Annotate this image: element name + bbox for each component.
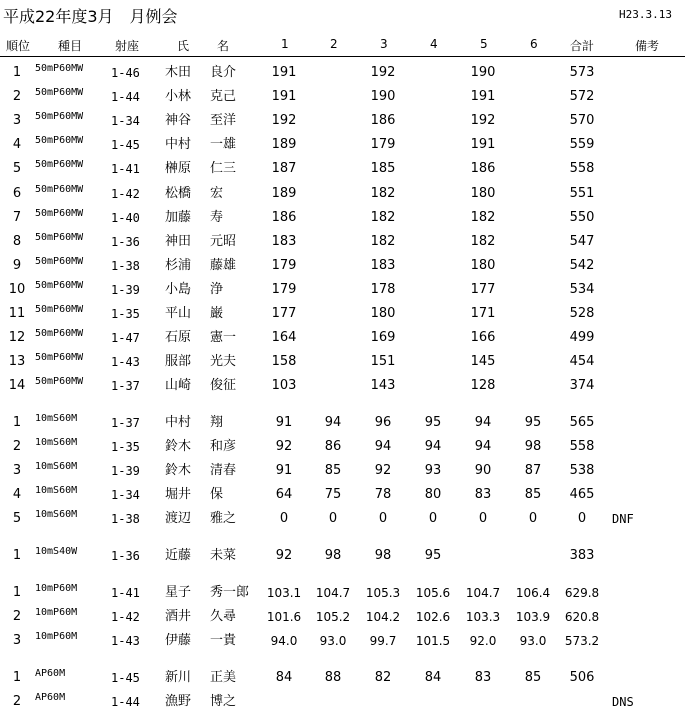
series-1-score: 192 [271,113,297,129]
category-cell: AP60M [35,668,66,679]
series-1-score: 191 [271,65,297,80]
category-cell: 10mP60M [35,583,78,594]
series-5-score: 171 [470,306,496,321]
series-5-score: 94 [474,415,492,430]
series-5-score: 192 [470,113,496,129]
family-name-cell: 星子 [165,585,192,600]
series-1-score: 179 [271,257,297,273]
result-row [0,604,685,628]
series-4-score: 101.5 [415,634,451,649]
series-1-score: 94.0 [270,634,298,649]
lane-cell: 1-37 [111,379,140,394]
series-4-score: 80 [424,487,442,503]
series-1-score: 158 [271,354,297,370]
lane-cell: 1-35 [111,307,140,321]
result-row [0,301,685,325]
category-cell: 50mP60MW [35,183,84,195]
series-5-score: 94 [474,439,492,455]
rank-cell: 12 [8,330,26,346]
rank-cell: 3 [12,633,22,649]
total-score: 570 [569,113,595,129]
result-row [0,181,685,205]
series-3-score: 151 [370,354,396,370]
family-name-cell: 平山 [165,306,192,321]
rank-cell: 2 [12,439,22,455]
series-3-score: 0 [378,511,388,527]
result-row [0,325,685,349]
series-3-score: 192 [370,65,396,80]
series-5-score: 0 [478,511,488,527]
category-cell: 50mP60MW [35,231,84,243]
family-name-cell: 神谷 [165,113,192,129]
series-5-score: 92.0 [469,634,497,649]
lane-cell: 1-42 [111,610,140,625]
total-score: 558 [569,161,595,177]
category-cell: 10mS60M [35,485,78,497]
series-2-score: 88 [324,670,342,685]
header-s1: 1 [281,37,289,51]
series-5-score: 83 [474,670,492,685]
category-cell: AP60M [35,692,66,704]
header-s3: 3 [380,37,388,51]
category-cell: 50mP60MW [35,328,84,340]
series-6-score: 98 [524,439,542,455]
header-note: 備考 [635,39,660,53]
series-3-score: 182 [370,185,396,201]
series-3-score: 94 [374,439,392,455]
series-1-score: 189 [271,137,297,153]
result-row [0,580,685,604]
category-cell: 10mP60M [35,607,78,619]
series-6-score: 87 [524,463,542,479]
given-name-cell: 保 [210,487,224,503]
given-name-cell: 一貴 [210,633,237,649]
series-4-score: 94 [424,439,442,455]
series-3-score: 143 [370,378,396,394]
series-5-score: 177 [470,281,496,297]
given-name-cell: 秀一郎 [210,585,250,600]
series-4-score: 105.6 [415,586,451,600]
series-5-score: 180 [470,185,496,201]
lane-cell: 1-46 [111,66,140,80]
lane-cell: 1-45 [111,671,140,685]
category-cell: 50mP60MW [35,352,84,364]
series-5-score: 103.3 [465,610,501,625]
series-6-score: 0 [528,511,538,527]
series-1-score: 183 [271,233,297,249]
lane-cell: 1-43 [111,355,140,370]
family-name-cell: 小林 [165,89,192,105]
family-name-cell: 伊藤 [165,633,192,649]
series-3-score: 96 [374,415,392,430]
total-score: 0 [577,511,587,527]
lane-cell: 1-36 [111,549,140,563]
series-3-score: 190 [370,89,396,105]
result-row [0,482,685,506]
header-total: 合計 [570,39,595,53]
result-row [0,665,685,689]
series-5-score: 190 [470,65,496,80]
given-name-cell: 博之 [210,694,237,710]
series-3-score: 82 [374,670,392,685]
given-name-cell: 克己 [210,89,237,105]
lane-cell: 1-36 [111,234,140,249]
result-row [0,373,685,397]
given-name-cell: 寿 [210,209,224,225]
lane-cell: 1-40 [111,210,140,225]
family-name-cell: 山崎 [165,378,192,394]
series-2-score: 86 [324,439,342,455]
series-3-score: 104.2 [365,610,401,625]
total-score: 374 [569,378,595,394]
header-s4: 4 [430,37,438,51]
family-name-cell: 渡辺 [165,511,192,527]
series-1-score: 191 [271,89,297,105]
result-row [0,84,685,108]
given-name-cell: 元昭 [210,233,237,249]
series-3-score: 180 [370,306,396,321]
lane-cell: 1-41 [111,162,140,177]
series-1-score: 92 [275,548,293,563]
total-score: 542 [569,257,595,273]
series-5-score: 166 [470,330,496,346]
total-score: 538 [569,463,595,479]
lane-cell: 1-43 [111,634,140,649]
category-cell: 50mP60MW [35,376,84,388]
rank-cell: 1 [12,548,22,563]
family-name-cell: 近藤 [165,548,192,563]
given-name-cell: 清春 [210,463,237,479]
result-row [0,628,685,652]
result-row [0,458,685,482]
series-5-score: 191 [470,89,496,105]
given-name-cell: 雅之 [210,511,237,527]
series-3-score: 178 [370,281,396,297]
lane-cell: 1-38 [111,258,140,273]
lane-cell: 1-38 [111,512,140,527]
family-name-cell: 木田 [165,65,192,80]
total-score: 551 [569,185,595,201]
page-title: 平成22年度3月 月例会 [3,7,178,26]
series-3-score: 179 [370,137,396,153]
category-cell: 10mS60M [35,437,78,449]
series-4-score: 0 [428,511,438,527]
series-2-score: 104.7 [315,586,351,600]
family-name-cell: 漁野 [165,694,192,710]
given-name-cell: 良介 [210,65,237,80]
result-row [0,506,685,530]
total-score: 465 [569,487,595,503]
family-name-cell: 新川 [165,670,192,685]
series-2-score: 93.0 [319,634,347,649]
category-cell: 50mP60MW [35,255,84,267]
lane-cell: 1-47 [111,331,140,346]
rank-cell: 1 [12,415,22,430]
series-6-score: 93.0 [519,634,547,649]
series-1-score: 91 [275,415,293,430]
result-row [0,349,685,373]
series-4-score: 84 [424,670,442,685]
header-s6: 6 [530,37,538,51]
family-name-cell: 榊原 [165,161,192,177]
series-5-score: 128 [470,378,496,394]
lane-cell: 1-34 [111,114,140,129]
result-row [0,410,685,434]
given-name-cell: 俊征 [210,378,237,394]
category-cell: 50mP60MW [35,279,84,291]
series-5-score: 182 [470,233,496,249]
lane-cell: 1-45 [111,138,140,153]
series-5-score: 104.7 [465,586,501,600]
series-3-score: 92 [374,463,392,479]
family-name-cell: 小島 [165,281,192,297]
family-name-cell: 鈴木 [165,439,192,455]
series-4-score: 95 [424,548,442,563]
note-cell: DNS [612,695,634,710]
series-1-score: 103.1 [266,586,302,600]
total-score: 383 [569,548,595,563]
rank-cell: 10 [8,281,26,297]
header-rank: 順位 [6,39,31,53]
total-score: 572 [569,89,595,105]
rank-cell: 6 [12,185,22,201]
given-name-cell: 至洋 [210,113,237,129]
result-row [0,156,685,180]
category-cell: 50mP60MW [35,87,84,99]
header-category: 種目 [58,39,83,53]
lane-cell: 1-39 [111,282,140,297]
category-cell: 10mS40W [35,546,78,557]
result-row [0,434,685,458]
category-cell: 10mS60M [35,413,78,424]
series-1-score: 187 [271,161,297,177]
family-name-cell: 神田 [165,233,192,249]
total-score: 534 [569,281,595,297]
result-row [0,229,685,253]
rank-cell: 8 [12,233,22,249]
lane-cell: 1-44 [111,695,140,710]
series-3-score: 169 [370,330,396,346]
series-1-score: 186 [271,209,297,225]
series-4-score: 93 [424,463,442,479]
family-name-cell: 杉浦 [165,257,192,273]
series-3-score: 78 [374,487,392,503]
series-5-score: 182 [470,209,496,225]
series-6-score: 103.9 [515,610,551,625]
rank-cell: 4 [12,137,22,153]
result-row [0,277,685,301]
result-row [0,253,685,277]
given-name-cell: 宏 [210,185,224,201]
given-name-cell: 巌 [210,306,224,321]
given-name-cell: 藤雄 [210,257,237,273]
series-5-score: 191 [470,137,496,153]
series-5-score: 83 [474,487,492,503]
category-cell: 50mP60MW [35,207,84,219]
series-2-score: 85 [324,463,342,479]
series-3-score: 98 [374,548,392,563]
series-2-score: 0 [328,511,338,527]
category-cell: 10mS60M [35,509,78,521]
total-score: 559 [569,137,595,153]
series-5-score: 145 [470,354,496,370]
total-score: 550 [569,209,595,225]
rank-cell: 1 [12,670,22,685]
given-name-cell: 浄 [210,281,224,297]
total-score: 547 [569,233,595,249]
lane-cell: 1-42 [111,186,140,201]
rank-cell: 4 [12,487,22,503]
lane-cell: 1-39 [111,464,140,479]
series-1-score: 189 [271,185,297,201]
lane-cell: 1-37 [111,416,140,430]
family-name-cell: 中村 [165,137,192,153]
rank-cell: 2 [12,89,22,105]
series-1-score: 103 [271,378,297,394]
rank-cell: 11 [8,306,26,321]
lane-cell: 1-44 [111,90,140,105]
series-2-score: 94 [324,415,342,430]
category-cell: 50mP60MW [35,111,84,123]
total-score: 573.2 [564,634,600,649]
rank-cell: 5 [12,161,22,177]
total-score: 454 [569,354,595,370]
result-row [0,689,685,713]
family-name-cell: 加藤 [165,209,192,225]
series-1-score: 84 [275,670,293,685]
series-5-score: 186 [470,161,496,177]
family-name-cell: 服部 [165,354,192,370]
rank-cell: 7 [12,209,22,225]
result-row [0,60,685,84]
given-name-cell: 一雄 [210,137,237,153]
family-name-cell: 石原 [165,330,192,346]
series-3-score: 182 [370,233,396,249]
series-3-score: 185 [370,161,396,177]
result-row [0,132,685,156]
series-1-score: 179 [271,281,297,297]
lane-cell: 1-41 [111,586,140,600]
header-lane: 射座 [115,39,140,53]
series-1-score: 64 [275,487,293,503]
category-cell: 10mP60M [35,631,78,643]
rank-cell: 2 [12,609,22,625]
total-score: 506 [569,670,595,685]
series-6-score: 85 [524,670,542,685]
series-1-score: 91 [275,463,293,479]
category-cell: 50mP60MW [35,304,84,315]
rank-cell: 13 [8,354,26,370]
series-3-score: 99.7 [369,634,397,649]
category-cell: 50mP60MW [35,135,84,147]
result-row [0,205,685,229]
result-row [0,108,685,132]
lane-cell: 1-35 [111,440,140,455]
given-name-cell: 仁三 [210,161,237,177]
header-name-b: 名 [217,39,230,53]
note-cell: DNF [612,512,634,527]
header-divider [0,56,685,57]
header-s2: 2 [330,37,338,51]
family-name-cell: 中村 [165,415,192,430]
series-3-score: 182 [370,209,396,225]
given-name-cell: 翔 [210,415,224,430]
series-4-score: 102.6 [415,610,451,625]
category-cell: 50mP60MW [35,63,84,74]
series-3-score: 183 [370,257,396,273]
total-score: 629.8 [564,586,600,600]
category-cell: 10mS60M [35,461,78,473]
family-name-cell: 堀井 [165,487,192,503]
series-1-score: 101.6 [266,610,302,625]
rank-cell: 9 [12,257,22,273]
rank-cell: 3 [12,463,22,479]
result-row [0,543,685,567]
series-2-score: 98 [324,548,342,563]
series-1-score: 177 [271,306,297,321]
series-5-score: 180 [470,257,496,273]
series-4-score: 95 [424,415,442,430]
total-score: 620.8 [564,610,600,625]
given-name-cell: 和彦 [210,439,237,455]
series-2-score: 105.2 [315,610,351,625]
rank-cell: 5 [12,511,22,527]
header-s5: 5 [480,37,488,51]
total-score: 573 [569,65,595,80]
series-1-score: 0 [279,511,289,527]
header-name-a: 氏 [177,39,190,53]
series-3-score: 186 [370,113,396,129]
given-name-cell: 久尋 [210,609,237,625]
rank-cell: 3 [12,113,22,129]
event-date: H23.3.13 [619,8,672,21]
total-score: 565 [569,415,595,430]
series-2-score: 75 [324,487,342,503]
rank-cell: 1 [12,585,22,600]
total-score: 499 [569,330,595,346]
total-score: 558 [569,439,595,455]
given-name-cell: 憲一 [210,330,237,346]
category-cell: 50mP60MW [35,159,84,171]
series-1-score: 92 [275,439,293,455]
given-name-cell: 正美 [210,670,237,685]
series-6-score: 95 [524,415,542,430]
total-score: 528 [569,306,595,321]
series-6-score: 106.4 [515,586,551,600]
series-3-score: 105.3 [365,586,401,600]
family-name-cell: 鈴木 [165,463,192,479]
given-name-cell: 未菜 [210,548,237,563]
series-1-score: 164 [271,330,297,346]
family-name-cell: 酒井 [165,609,192,625]
series-6-score: 85 [524,487,542,503]
rank-cell: 1 [12,65,22,80]
given-name-cell: 光夫 [210,354,237,370]
family-name-cell: 松橋 [165,185,192,201]
rank-cell: 2 [12,694,22,710]
rank-cell: 14 [8,378,26,394]
series-5-score: 90 [474,463,492,479]
lane-cell: 1-34 [111,488,140,503]
